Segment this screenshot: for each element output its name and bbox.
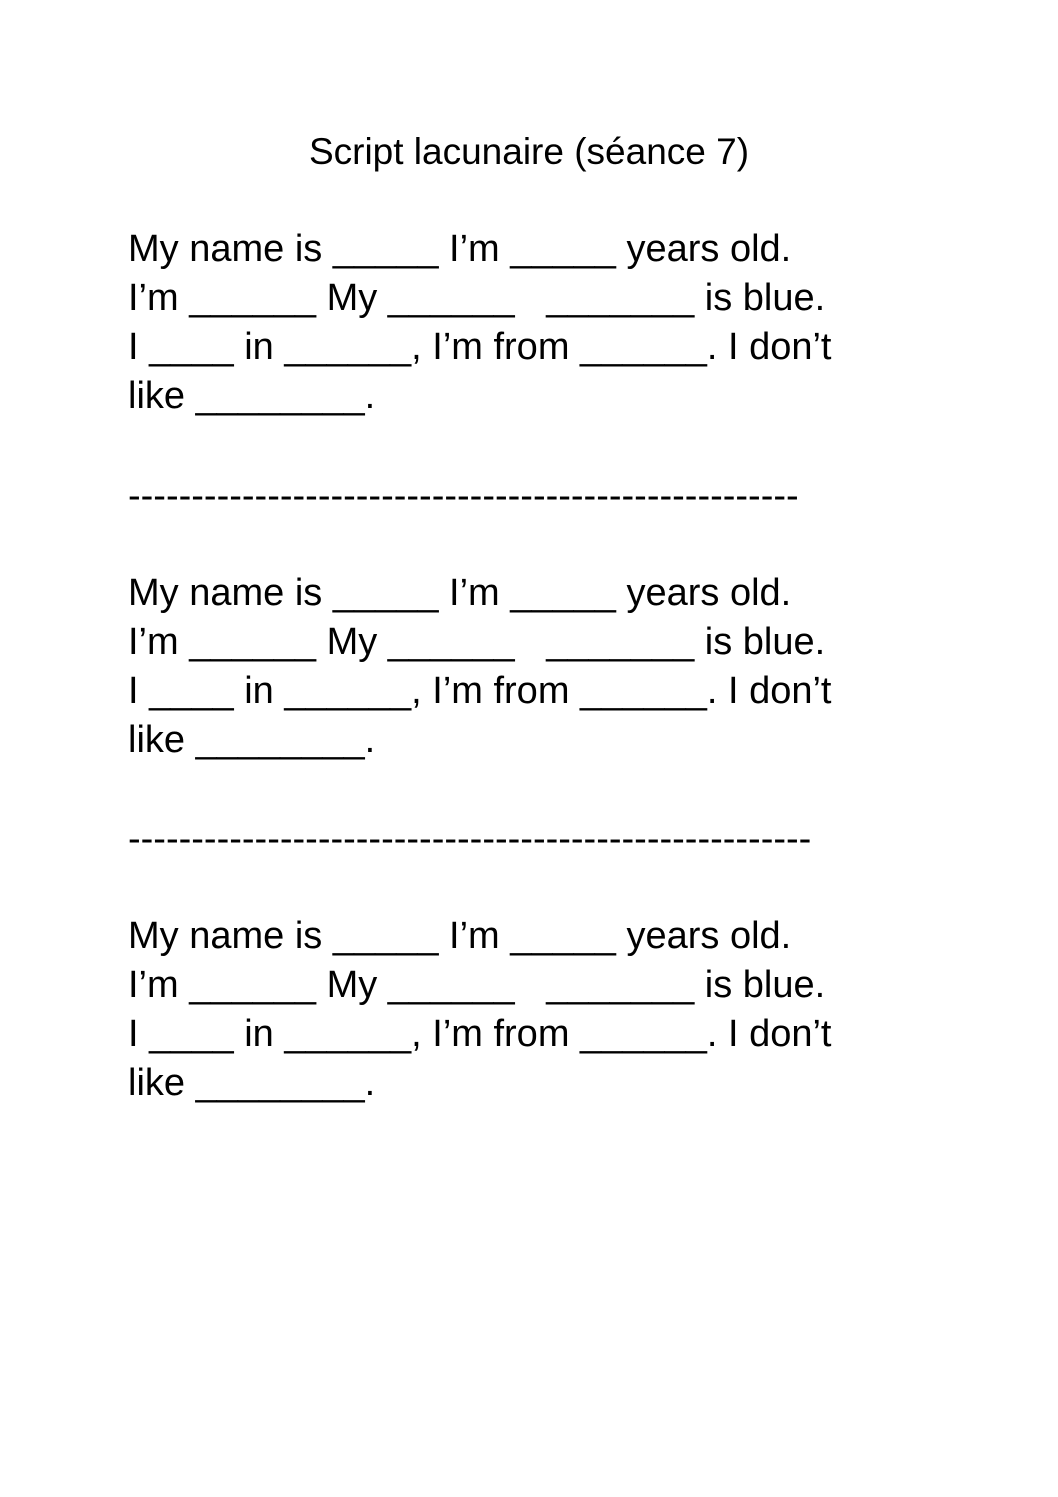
line-dislike: like ________. xyxy=(128,1062,376,1104)
line-favorite-color: I’m ______ My ______ _______ is blue. xyxy=(128,621,826,663)
line-dislike: like ________. xyxy=(128,719,376,761)
page-title: Script lacunaire (séance 7) xyxy=(308,131,750,172)
text-block-2 xyxy=(128,569,1028,765)
line-favorite-color: I’m ______ My ______ _______ is blue. xyxy=(128,277,826,319)
line-favorite-color: I’m ______ My ______ _______ is blue. xyxy=(128,964,826,1006)
line-name-age: My name is _____ I’m _____ years old. xyxy=(128,915,792,957)
line-dislike: like ________. xyxy=(128,375,376,417)
line-name-age: My name is _____ I’m _____ years old. xyxy=(128,228,792,270)
line-live-from: I ____ in ______, I’m from ______. I don’t xyxy=(128,670,832,712)
line-live-from: I ____ in ______, I’m from ______. I don’t xyxy=(128,326,832,368)
dashed-divider-2: ------------------------------------------------------ xyxy=(128,818,812,860)
line-live-from: I ____ in ______, I’m from ______. I don’t xyxy=(128,1013,832,1055)
dashed-divider-1: ----------------------------------------------------- xyxy=(128,475,799,517)
text-block-1 xyxy=(128,225,1028,421)
line-name-age: My name is _____ I’m _____ years old. xyxy=(128,572,792,614)
text-block-3 xyxy=(128,912,1028,1108)
